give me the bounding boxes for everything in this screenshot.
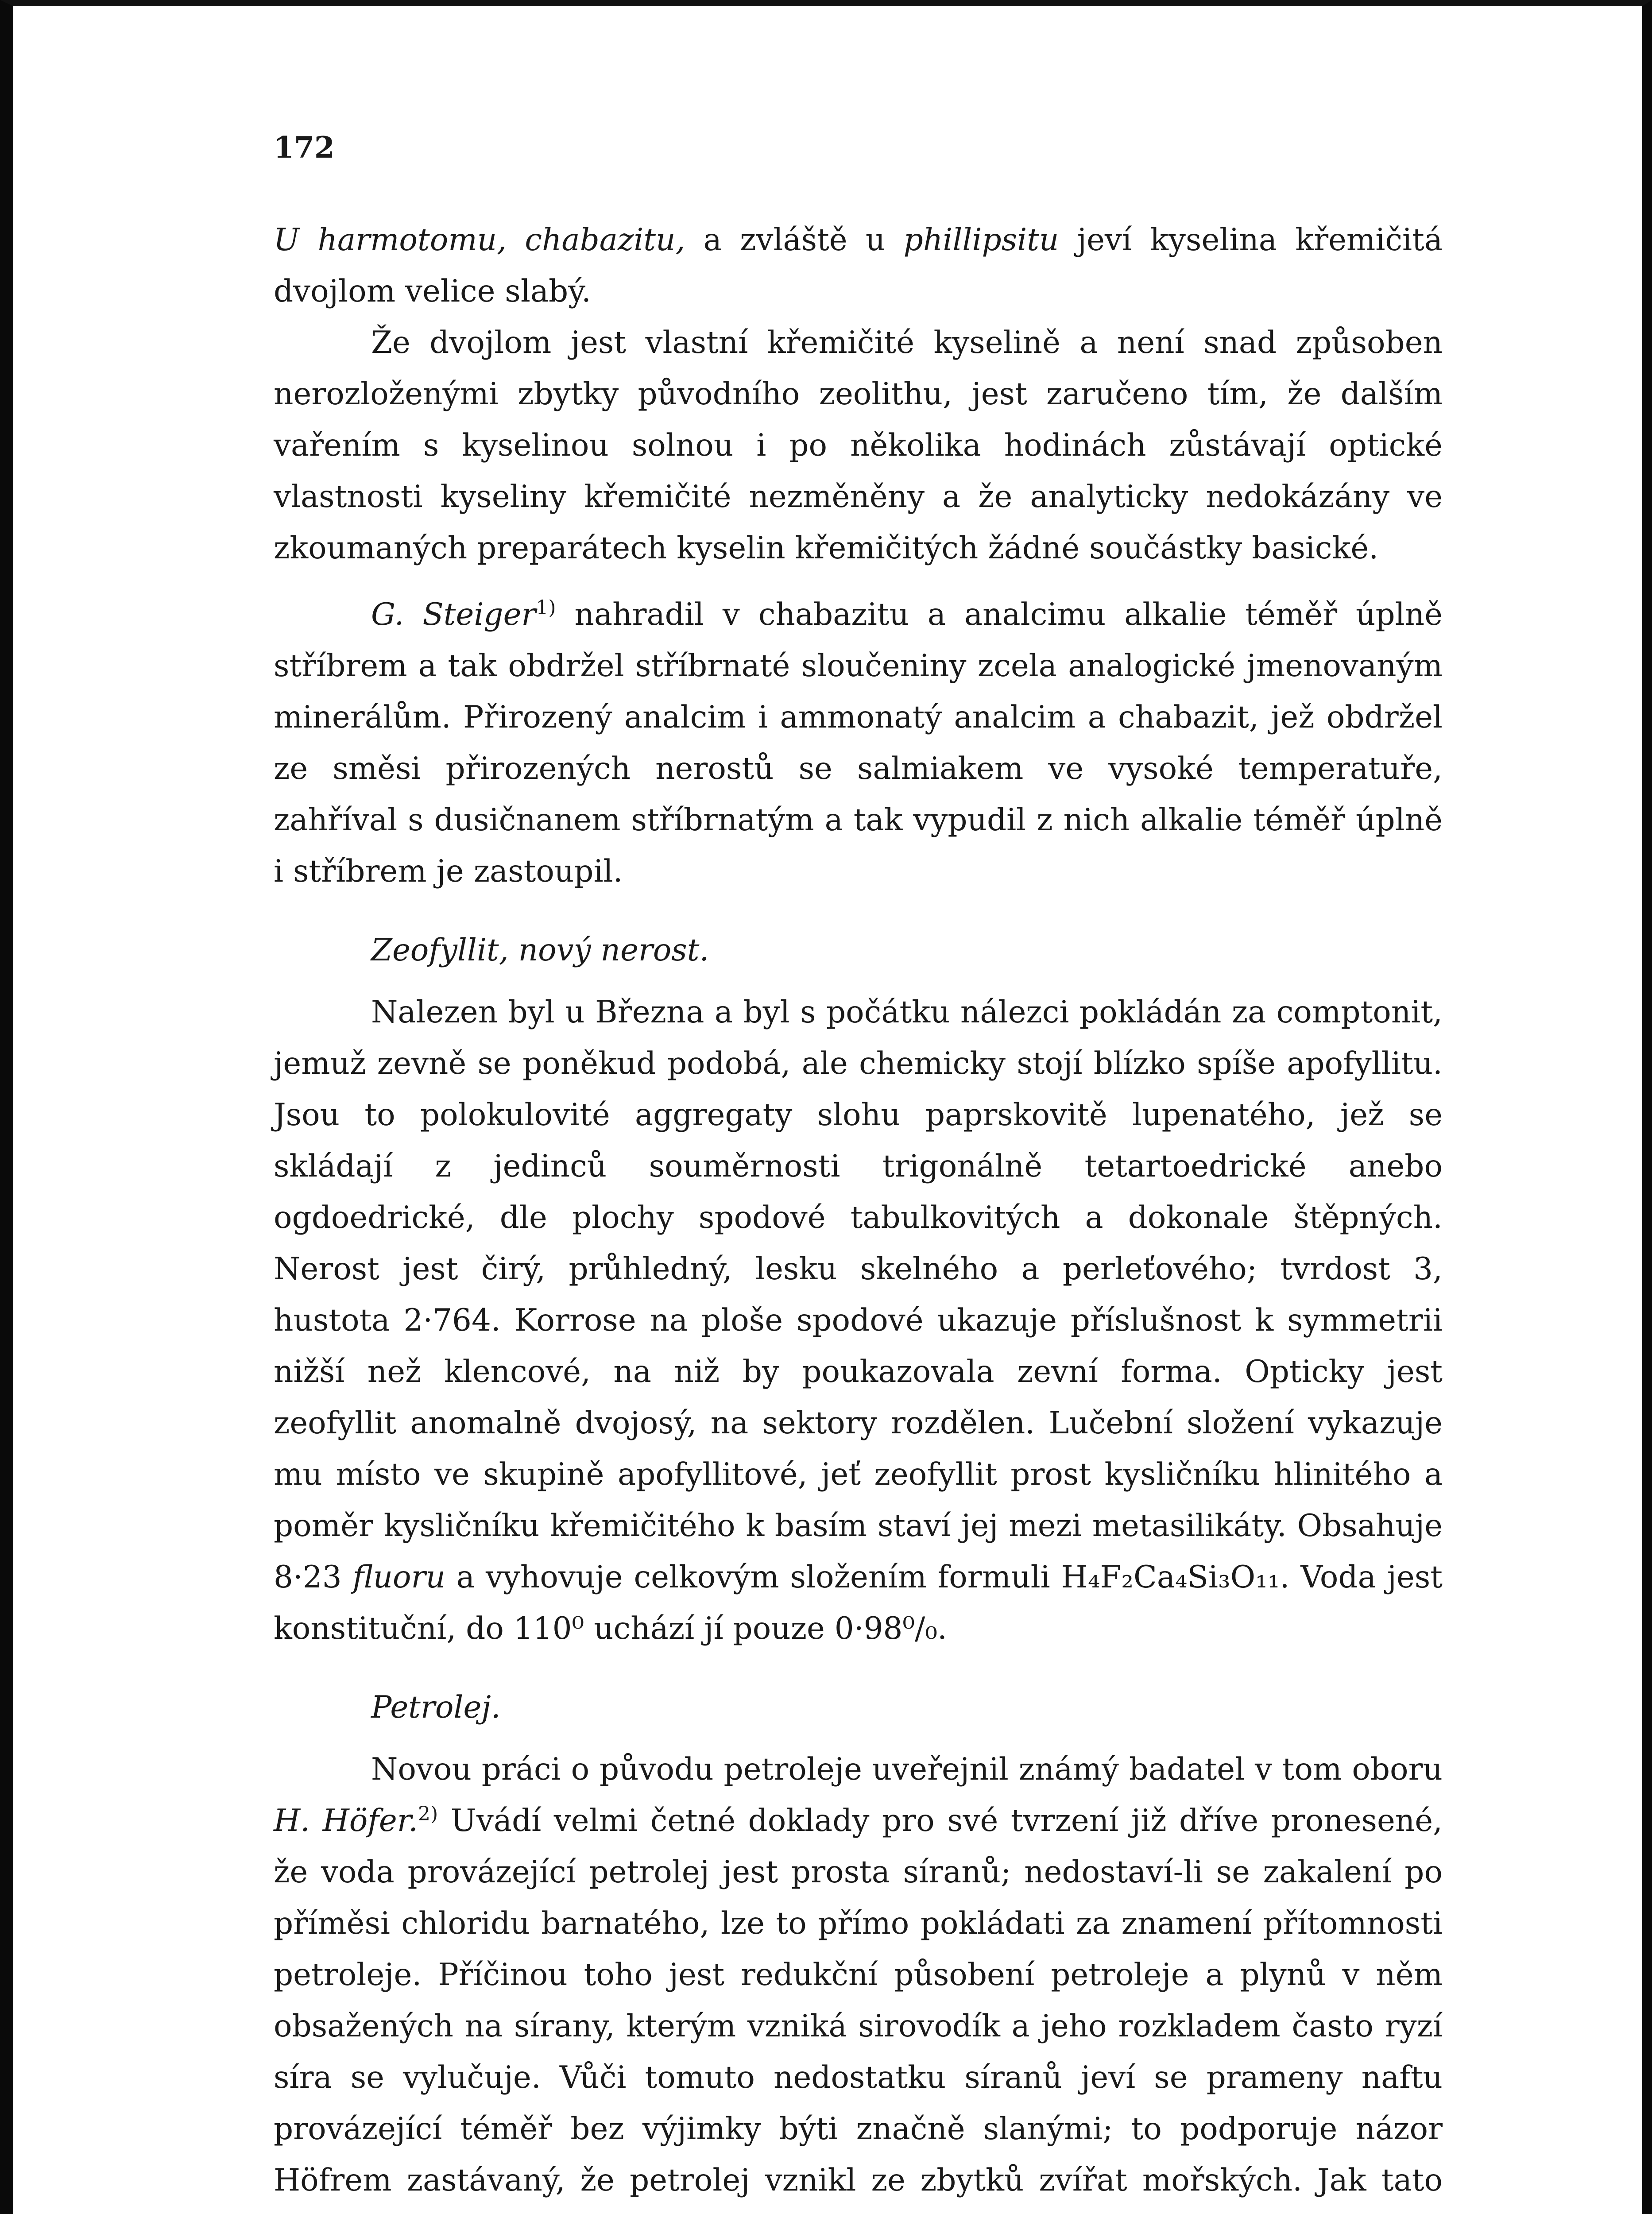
author-hofer: H. Höfer.	[274, 1803, 418, 1839]
steiger-text: nahradil v chabazitu a analcimu alkalie téměř úplně stříbrem a tak obdržel stříbrnaté sloučeniny zcela analogické jmenovaným minerálům. Přirozený analcim i ammonatý analcim a chabazit, jež obdržel ze směsi přirozených nerostů se salmiakem ve vysoké temperatuře, zahříval s dusičnanem stříbrnatým a tak vypudil z nich alkalie téměř úplně i stříbrem je zastoupil.	[274, 597, 1443, 889]
paragraph-steiger	[274, 589, 1443, 897]
footnote-ref-1: 1)	[536, 596, 556, 619]
paragraph-dvojlom: Že dvojlom jest vlastní křemičité kyselině a není snad způsoben nerozloženými zbytky původního zeolithu, jest zaručeno tím, že dalším vařením s kyselinou solnou i po několika hodinách zůstávají optické vlastnosti kyseliny křemičité nezměněny a že analyticky nedokázány ve zkoumaných preparátech kyselin křemičitých žádné součástky basické.	[274, 325, 1443, 566]
page-number: 172	[274, 130, 335, 165]
footnote-ref-2: 2)	[418, 1803, 438, 1825]
mineral-harmotom: U harmotomu,	[274, 222, 507, 258]
author-steiger: G. Steiger	[371, 597, 536, 632]
chemical-formula: H₄F₂Ca₄Si₃O₁₁	[1061, 1560, 1280, 1595]
zeofyllit-text-1: Nalezen byl u Března a byl s počátku nálezci pokládán za comptonit, jemuž zevně se poněkud podobá, ale chemicky stojí blízko spíše apofyllitu. Jsou to polokulovité aggregaty slohu paprskovitě lupenatého, jež se skládají z jedinců souměrnosti trigonálně tetartoedrické anebo ogdoedrické, dle plochy spodové tabulkovitých a dokonale štěpných. Nerost jest čirý, průhledný, lesku skelného a perleťového; tvrdost 3, hustota 2·764. Korrose na ploše spodové ukazuje příslušnost k symmetrii nižší než klencové, na niž by poukazovala zevní forma. Opticky jest zeofyllit anomalně dvojosý, na sektory rozdělen. Lučební složení vykazuje mu místo ve skupině apofyllitové, jeť zeofyllit prost kysličníku hlinitého a poměr kysličníku křemičitého k basím staví jej mezi metasilikáty. Obsahuje 8·23	[274, 995, 1443, 1595]
mineral-phillipsit: phillipsitu	[903, 222, 1059, 258]
intro-paragraph	[274, 214, 1443, 317]
intro-text-1: a zvláště u	[685, 222, 904, 258]
paragraph-petrolej	[274, 1744, 1443, 2214]
paragraph-zeofyllit	[274, 987, 1443, 1654]
intro-text-2: jeví kyselina křemičitá dvojlom velice slabý.	[274, 222, 1443, 309]
mineral-chabazit: chabazitu,	[525, 222, 685, 258]
heading-zeofyllit: Zeofyllit, nový nerost.	[371, 933, 709, 968]
zeofyllit-text-3: . Voda jest konstituční, do 110⁰ uchází jí pouze 0·98⁰/₀.	[274, 1560, 1443, 1646]
heading-petrolej: Petrolej.	[371, 1690, 501, 1725]
document-page	[274, 111, 1443, 2214]
body-text	[274, 214, 1443, 2214]
petrolej-text-2: Uvádí velmi četné doklady pro své tvrzení již dříve pronesené, že voda provázející petrolej jest prosta síranů; nedostaví-li se zakalení po příměsi chloridu barnatého, lze to přímo pokládati za znamení přítomnosti petroleje. Příčinou toho jest redukční působení petroleje a plynů v něm obsažených na sírany, kterým vzniká sirovodík a jeho rozkladem často ryzí síra se vylučuje. Vůči tomuto nedostatku síranů jeví se prameny naftu provázející téměř bez výjimky býti značně slanými; to podporuje názor Höfrem zastávaný, že petrolej vznikl ze zbytků zvířat mořských. Jak tato	[274, 1803, 1443, 2198]
zeofyllit-text-2: a vyhovuje celkovým složením formuli	[445, 1560, 1061, 1595]
term-fluor: fluoru	[352, 1560, 445, 1595]
petrolej-text-1: Novou práci o původu petroleje uveřejnil známý badatel v tom oboru	[371, 1752, 1443, 1787]
